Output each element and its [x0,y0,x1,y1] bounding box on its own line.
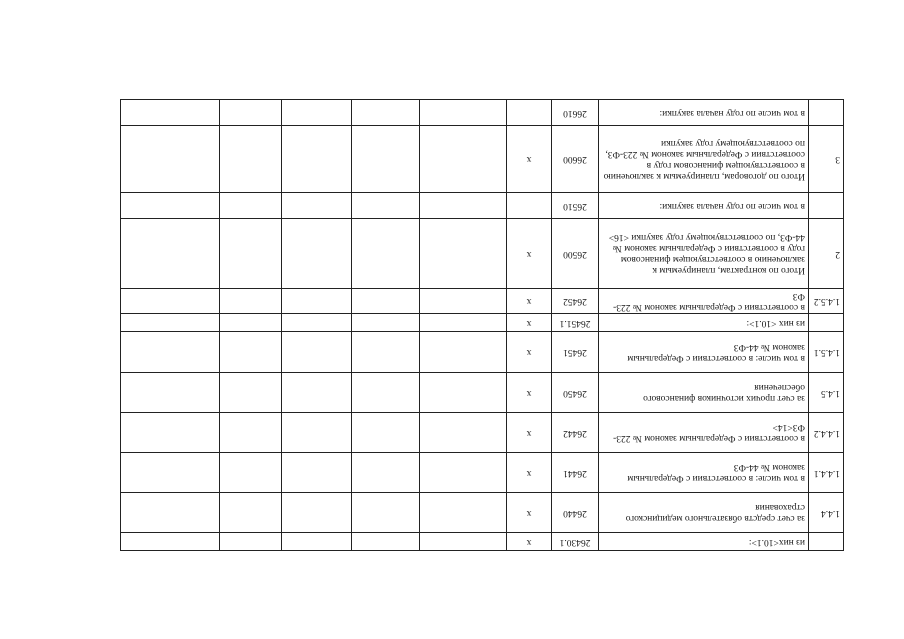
empty-value-cell [282,126,352,193]
row-name-cell: в том числе: в соответствии с Федеральным законом № 44-ФЗ [599,332,809,373]
row-name-cell: за счет прочих источников финансового обеспечения [599,373,809,413]
row-x-mark-cell [507,193,552,219]
row-code-cell: 26441 [552,453,599,493]
row-number-cell: 1.4.4.2 [809,413,844,453]
row-number-cell: 1.4.4.1 [809,453,844,493]
row-x-mark-cell [507,100,552,126]
row-code-cell: 26450 [552,373,599,413]
row-number-cell: 1.4.4 [809,493,844,533]
row-x-mark-cell: x [507,332,552,373]
row-name-cell: из них <10.1>: [599,314,809,332]
table-row [121,289,844,314]
row-x-mark-cell: x [507,219,552,289]
empty-value-cell [220,126,282,193]
table-row [121,332,844,373]
row-number-cell: 1.4.5.2 [809,289,844,314]
row-x-mark-cell: x [507,126,552,193]
empty-value-cell [121,493,220,533]
row-code-cell: 26451 [552,332,599,373]
empty-value-cell [220,314,282,332]
empty-value-cell [420,100,507,126]
empty-value-cell [220,332,282,373]
row-number-cell: 2 [809,219,844,289]
empty-value-cell [282,193,352,219]
row-name-cell: Итого по контрактам, планируемым к заключению в соответствующем финансовом году в соответствии с Федеральным законом № 44-ФЗ, по соответствующему году закупки <16> [599,219,809,289]
empty-value-cell [121,332,220,373]
empty-value-cell [121,289,220,314]
empty-value-cell [352,332,420,373]
row-code-cell: 26452 [552,289,599,314]
purchase-plan-table [120,99,844,551]
table-row [121,219,844,289]
row-name-cell: из них<10.1>: [599,533,809,551]
row-number-cell [809,100,844,126]
row-code-cell: 26510 [552,193,599,219]
empty-value-cell [220,413,282,453]
table-row [121,100,844,126]
empty-value-cell [220,453,282,493]
empty-value-cell [220,219,282,289]
row-code-cell: 26451.1 [552,314,599,332]
empty-value-cell [352,126,420,193]
row-number-cell [809,193,844,219]
empty-value-cell [121,126,220,193]
empty-value-cell [121,100,220,126]
row-name-cell: в соответствии с Федеральным законом № 223-ФЗ<14> [599,413,809,453]
row-name-cell: Итого по договорам, планируемым к заключению в соответствующем финансовом году в соответствии с Федеральным законом № 223-ФЗ, по соответствующему году закупки [599,126,809,193]
row-code-cell: 26610 [552,100,599,126]
row-number-cell: 1.4.5.1 [809,332,844,373]
empty-value-cell [420,289,507,314]
row-number-cell [809,533,844,551]
empty-value-cell [282,332,352,373]
table-row [121,373,844,413]
empty-value-cell [282,413,352,453]
empty-value-cell [420,453,507,493]
empty-value-cell [220,193,282,219]
empty-value-cell [121,413,220,453]
table-row [121,314,844,332]
empty-value-cell [282,289,352,314]
empty-value-cell [282,533,352,551]
empty-value-cell [121,219,220,289]
row-code-cell: 26600 [552,126,599,193]
row-x-mark-cell: x [507,373,552,413]
table-row [121,413,844,453]
row-name-cell: в том числе по году начала закупки: [599,100,809,126]
empty-value-cell [121,193,220,219]
empty-value-cell [420,193,507,219]
empty-value-cell [420,219,507,289]
empty-value-cell [420,533,507,551]
row-name-cell: в соответствии с Федеральным законом № 223-ФЗ [599,289,809,314]
empty-value-cell [352,533,420,551]
table-row [121,193,844,219]
empty-value-cell [352,100,420,126]
empty-value-cell [420,493,507,533]
row-name-cell: в том числе по году начала закупки: [599,193,809,219]
empty-value-cell [352,453,420,493]
row-code-cell: 26442 [552,413,599,453]
table-row [121,493,844,533]
row-name-cell: в том числе: в соответствии с Федеральным законом № 44-ФЗ [599,453,809,493]
empty-value-cell [121,314,220,332]
row-x-mark-cell: x [507,314,552,332]
row-x-mark-cell: x [507,493,552,533]
row-x-mark-cell: x [507,453,552,493]
row-number-cell [809,314,844,332]
empty-value-cell [121,453,220,493]
empty-value-cell [282,100,352,126]
empty-value-cell [420,413,507,453]
empty-value-cell [282,373,352,413]
empty-value-cell [220,289,282,314]
row-x-mark-cell: x [507,533,552,551]
empty-value-cell [220,373,282,413]
empty-value-cell [220,100,282,126]
empty-value-cell [420,373,507,413]
empty-value-cell [352,289,420,314]
empty-value-cell [352,219,420,289]
empty-value-cell [121,373,220,413]
row-code-cell: 26430.1 [552,533,599,551]
row-number-cell: 3 [809,126,844,193]
table-row [121,453,844,493]
empty-value-cell [352,413,420,453]
table-row [121,126,844,193]
empty-value-cell [352,193,420,219]
empty-value-cell [420,314,507,332]
empty-value-cell [282,314,352,332]
row-x-mark-cell: x [507,413,552,453]
empty-value-cell [282,493,352,533]
empty-value-cell [420,332,507,373]
row-code-cell: 26440 [552,493,599,533]
empty-value-cell [352,493,420,533]
empty-value-cell [352,373,420,413]
empty-value-cell [282,219,352,289]
empty-value-cell [282,453,352,493]
row-x-mark-cell: x [507,289,552,314]
table-row [121,533,844,551]
empty-value-cell [220,493,282,533]
empty-value-cell [420,126,507,193]
empty-value-cell [220,533,282,551]
row-code-cell: 26500 [552,219,599,289]
row-name-cell: за счет средств обязательного медицинского страхования [599,493,809,533]
empty-value-cell [121,533,220,551]
row-number-cell: 1.4.5 [809,373,844,413]
empty-value-cell [352,314,420,332]
